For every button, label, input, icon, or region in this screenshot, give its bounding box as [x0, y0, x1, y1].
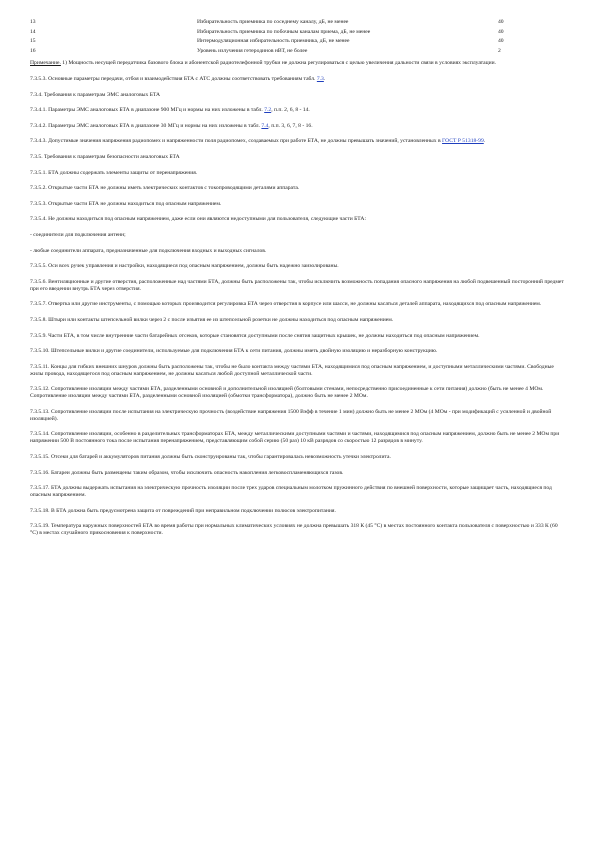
paragraph-text: 7.3.5.15. Отсеки для батарей и аккумуляторов питания должны быть сконструированы так, чтобы гарантировалась невозможность утечки электролита.	[30, 454, 391, 461]
paragraph-text: - любые соединители аппарата, предназначенные для подключения входных и выходных сигналов.	[30, 247, 267, 254]
table-row	[30, 37, 565, 47]
note-label: Примечание.	[30, 60, 61, 66]
paragraph-text: 7.3.5.10. Штепсельные вилки и другие соединители, используемые для подключения БТА к сети питания, должны иметь двойную изоляцию и неразборную конструкцию.	[30, 348, 438, 355]
paragraph-text: 7.3.5.5. Оси всех ручек управления и настройки, находящиеся под опасным напряжением, должны быть надежно заизолированы.	[30, 263, 339, 270]
table-row	[30, 47, 565, 57]
row-number: 16	[30, 47, 36, 54]
paragraph	[30, 185, 565, 192]
paragraph	[30, 485, 565, 499]
paragraph-text: 7.3.5.3. Основные параметры передачи, отбоя и взаимодействия БТА с АТС должны соответствовать требованиям табл.	[30, 76, 317, 82]
paragraph-text: 7.3.5.9. Части БТА, в том числе внутренние части батарейных отсеков, которые становятся доступными после снятия защитных крышек, не должны находиться под опасным напряжением.	[30, 332, 480, 339]
paragraph-text: 7.3.4.1. Параметры ЭМС аналоговых БТА в диапазоне 900 МГц и нормы на них изложены в табл.	[30, 107, 265, 114]
paragraph-text: .	[483, 138, 486, 145]
paragraph-text: .	[323, 76, 326, 82]
section-heading	[30, 154, 565, 161]
row-value: 40	[498, 38, 504, 45]
paragraph	[30, 216, 565, 223]
paragraph-text: , п.п. 3, 6, 7, 8 - 16.	[268, 122, 313, 129]
paragraph-text: 7.3.5.3. Открытые части БТА не должны находиться под опасным напряжением.	[30, 200, 222, 207]
paragraph-text: 7.3.5.11. Концы для гибких внешних шнуров должны быть расположены так, чтобы не было контакта между частями БТА, находящимися под опасным напряжением, и доступными металлическими частями. Свободные жилы провода, находящегося под опасным напряжением, не должны касаться любой доступной металлической части.	[30, 363, 554, 377]
paragraph-text: 7.3.5.19. Температура наружных поверхностей БТА во время работы при нормальных климатических условиях не должна превышать 318 К (45 °С) в местах постоянного контакта пользователя с поверхностью и 333 К (60 °С) в местах случайного прикосновения к поверхности.	[30, 523, 558, 537]
reference-link[interactable]: 7.3	[316, 76, 324, 82]
document-body	[30, 76, 565, 537]
paragraph	[30, 279, 565, 293]
row-number: 14	[30, 28, 36, 35]
paragraph-text: 7.3.5.16. Батареи должны быть размещены таким образом, чтобы исключить опасность накопления легковоспламеняющихся газов.	[30, 469, 344, 476]
paragraph-text: 7.3.5.8. Штыри или контакты штепсельной вилки через 2 с после изъятия ее из штепсельной розетки не должны находиться под опасным напряжением.	[30, 316, 394, 323]
paragraph	[30, 138, 565, 145]
row-number: 13	[30, 19, 36, 26]
paragraph	[30, 431, 565, 445]
paragraph-text: 7.3.5.4. Не должны находиться под опасным напряжением, даже если они являются недоступными для пользователя, следующие части БТА:	[30, 216, 366, 223]
row-number: 15	[30, 38, 36, 45]
paragraph-text: 7.3.5.14. Сопротивление изоляции, особенно в разделительных трансформаторах БТА, между металлическими доступными частями и частями, находящимися под опасным напряжением, должно быть не менее 2 МОм при напряжении 500 В постоянного тока после испытания перенапряжением, представляющим собой серию (50 раз) 10 кВ разрядов со скоростью 12 разрядов в минуту.	[30, 431, 560, 445]
paragraph-text: - соединители для подключения антенн;	[30, 231, 126, 238]
parameters-table	[30, 18, 565, 56]
paragraph	[30, 364, 565, 378]
paragraph	[30, 523, 565, 537]
row-value: 40	[498, 28, 504, 35]
paragraph-text: 7.3.5.18. В БТА должна быть предусмотрена защита от повреждений при неправильном подключении полюсов электропитания.	[30, 507, 336, 514]
row-parameter: Интермодуляционная избирательность приемника, дБ, не менее	[197, 38, 350, 45]
reference-link[interactable]: 7.2	[264, 107, 272, 114]
reference-link[interactable]: ГОСТ Р 51318-99	[442, 138, 484, 145]
row-value: 40	[498, 19, 504, 26]
paragraph-text: 7.3.5.2. Открытые части БТА не должны иметь электрических контактов с токопроводящими деталями аппарата.	[30, 185, 300, 192]
paragraph	[30, 123, 565, 130]
note-text: 1) Мощность несущей передатчика базового блока и абонентской радиотелефонной трубки не должна регулироваться с целью увеличения дальности связи в условиях эксплуатации.	[60, 60, 497, 66]
paragraph	[30, 409, 565, 423]
table-row	[30, 28, 565, 38]
paragraph-text: , п.п. 2, 6, 8 - 14.	[271, 107, 310, 114]
paragraph	[30, 386, 565, 400]
section-heading	[30, 92, 565, 99]
paragraph	[30, 170, 565, 177]
paragraph-text: 7.3.4.2. Параметры ЭМС аналоговых БТА в диапазоне 30 МГц и нормы на них изложены в табл.	[30, 122, 262, 129]
paragraph	[30, 107, 565, 114]
table-note	[30, 60, 565, 67]
reference-link[interactable]: 7.4	[261, 122, 269, 129]
paragraph	[30, 470, 565, 477]
paragraph	[30, 333, 565, 340]
row-value: 2	[498, 47, 501, 54]
paragraph	[30, 248, 565, 255]
paragraph	[30, 263, 565, 270]
paragraph-text: 7.3.4. Требования к параметрам ЭМС аналоговых БТА	[30, 91, 160, 98]
paragraph-text: 7.3.5.7. Отвертка или другие инструменты, с помощью которых производится регулировка БТА через отверстия в корпусе или шасси, не должны касаться деталей аппарата, находящихся под опасным напряжением.	[30, 301, 542, 308]
paragraph-text: 7.3.5.1. БТА должны содержать элементы защиты от перенапряжения.	[30, 169, 198, 176]
paragraph-text: 7.3.5.6. Вентиляционные и другие отверстия, расположенные над частями БТА, должны быть расположены так, чтобы исключить возможность попадания опасного напряжения на любой подвешенный посторонний предмет при его введении внутрь БТА через отверстия.	[30, 278, 564, 292]
paragraph-text: 7.3.5. Требования к параметрам безопасности аналоговых БТА	[30, 153, 180, 160]
paragraph	[30, 317, 565, 324]
paragraph-text: 7.3.5.17. БТА должны выдержать испытания на электрическую прочность изоляции после трех ударов специальным молотком пружинного действия по внешней поверхности, которые защищает часть, находящиеся под опасным напряжением.	[30, 485, 552, 499]
row-parameter: Уровень излучения гетеродинов нВТ, не более	[197, 47, 308, 54]
paragraph-text: 7.3.5.12. Сопротивление изоляции между частями БТА, разделенными основной и дополнительной изоляцией (болтовыми стенами, непосредственно присоединенные к сети питания) должно (быть не менее 4 МОм. Сопротивление изоляции между частями БТА, разделенными основной изоляцией (обмотки трансформатора), должно быть не менее 2 МОм.	[30, 386, 544, 400]
paragraph	[30, 232, 565, 239]
table-row	[30, 18, 565, 28]
paragraph-text: 7.3.4.3. Допустимые значения напряжения радиопомех и напряженности поля радиопомех, создаваемых при работе БТА, не должны превышать значений, установленных в	[30, 138, 443, 145]
row-parameter: Избирательность приемника по побочным каналам приема, дБ, не менее	[197, 28, 371, 35]
paragraph	[30, 348, 565, 355]
row-parameter: Избирательность приемника по соседнему каналу, дБ, не менее	[197, 19, 349, 26]
paragraph	[30, 301, 565, 308]
paragraph	[30, 201, 565, 208]
paragraph	[30, 454, 565, 461]
paragraph	[30, 76, 565, 83]
paragraph	[30, 508, 565, 515]
paragraph-text: 7.3.5.13. Сопротивление изоляции после испытания на электрическую прочность (воздействие напряжения 1500 Вэфф в течение 1 мин) должно быть не менее 2 МОм (4 МОм - при модификаций с усиленной и двойной изоляцией).	[30, 408, 552, 422]
